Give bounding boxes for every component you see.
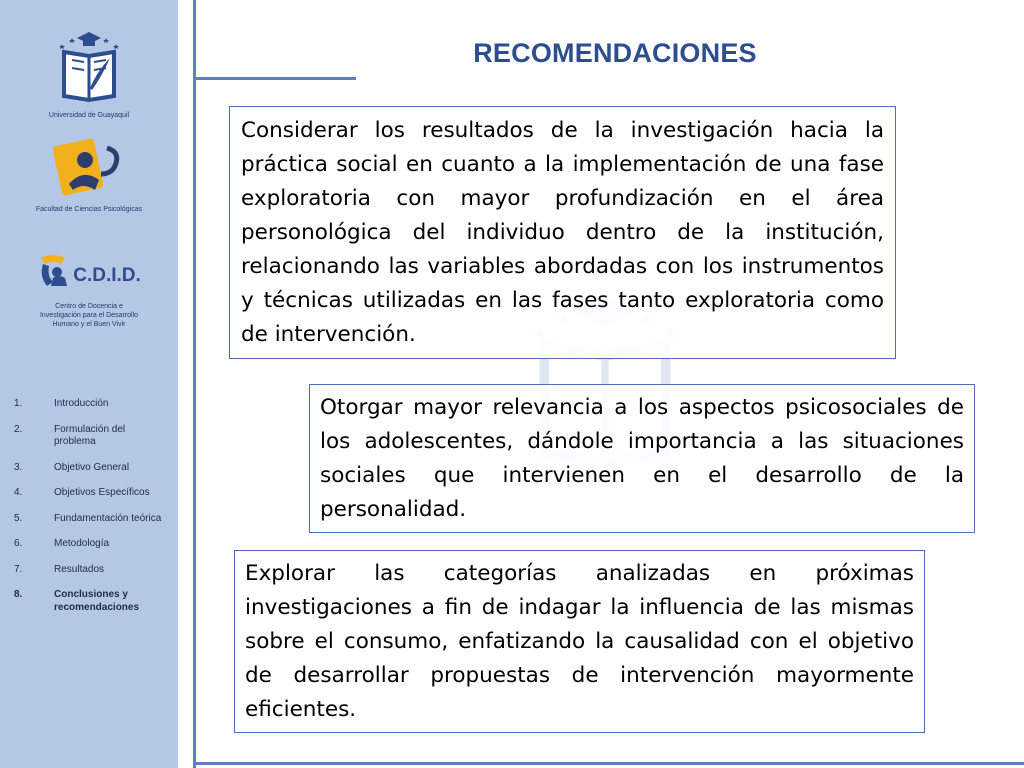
- bottom-divider: [196, 762, 1024, 765]
- university-logo: [0, 30, 178, 120]
- nav-item-resultados[interactable]: [14, 564, 174, 577]
- sidebar: [0, 0, 178, 768]
- nav-label: Objetivo General: [54, 461, 130, 473]
- faculty-caption: Facultad de Ciencias Psicológicas: [35, 206, 143, 213]
- nav-number: 1.: [14, 398, 23, 409]
- recommendation-box-3: [234, 550, 925, 733]
- nav-item-conclusiones[interactable]: [14, 589, 174, 614]
- sidebar-divider: [193, 0, 196, 768]
- nav-item-objetivo-general[interactable]: [14, 462, 174, 475]
- university-book-icon: [54, 30, 124, 106]
- page-title: RECOMENDACIONES: [473, 38, 757, 68]
- recommendation-text: Explorar las categorías analizadas en próximas investigaciones a fin de indagar la influencia de las mismas sobre el consumo, enfatizando la causalidad con el objetivo de desarrollar propuestas de intervención mayormente eficientes.: [245, 561, 914, 722]
- university-caption: Universidad de Guayaquil: [48, 112, 130, 119]
- nav-label: Fundamentación teórica: [54, 512, 162, 524]
- nav-label: Objetivos Específicos: [54, 487, 150, 498]
- cdid-wordmark: C.D.I.D.: [73, 265, 141, 286]
- title-rule: [196, 77, 356, 80]
- nav-item-fundamentacion[interactable]: [14, 513, 174, 526]
- nav-item-introduccion[interactable]: [14, 398, 174, 411]
- nav-label: Introducción: [54, 398, 109, 409]
- nav-item-objetivos-especificos[interactable]: [14, 487, 174, 500]
- recommendation-text: Considerar los resultados de la investigación hacia la práctica social en cuanto a la implementación de una fase exploratoria con mayor profundización en el área personológica del individuo dentro de la institución, relacionando las variables abordadas con los instrumentos y técnicas utilizadas en las fases tanto exploratoria como de intervención.: [241, 118, 884, 347]
- cdid-logo: [0, 246, 178, 329]
- nav-number: 6.: [14, 538, 23, 549]
- nav-label: Resultados: [54, 563, 105, 575]
- nav-number: 3.: [14, 461, 23, 473]
- nav-label: Formulación del problema: [54, 423, 126, 447]
- nav-number: 8.: [14, 589, 23, 600]
- recommendation-text: Otorgar mayor relevancia a los aspectos psicosociales de los adolescentes, dándole importancia a las situaciones sociales que intervienen en el desarrollo de la personalidad.: [320, 395, 964, 522]
- nav-number: 2.: [14, 423, 23, 435]
- recommendation-box-2: [309, 384, 975, 533]
- nav-number: 7.: [14, 563, 23, 575]
- nav-label: Conclusiones y recomendaciones: [54, 589, 140, 613]
- recommendation-box-1: [229, 106, 896, 359]
- nav-number: 5.: [14, 512, 23, 524]
- section-nav: [14, 398, 174, 627]
- faculty-emblem-icon: [49, 138, 129, 200]
- nav-number: 4.: [14, 487, 23, 498]
- cdid-caption: Centro de Docencia e Investigación para el Desarrollo Humano y el Buen Vivir: [39, 303, 139, 328]
- cdid-emblem-icon: [37, 252, 71, 290]
- nav-item-formulacion[interactable]: [14, 424, 174, 449]
- nav-item-metodologia[interactable]: [14, 538, 174, 551]
- faculty-logo: [0, 138, 178, 214]
- nav-label: Metodología: [54, 538, 110, 549]
